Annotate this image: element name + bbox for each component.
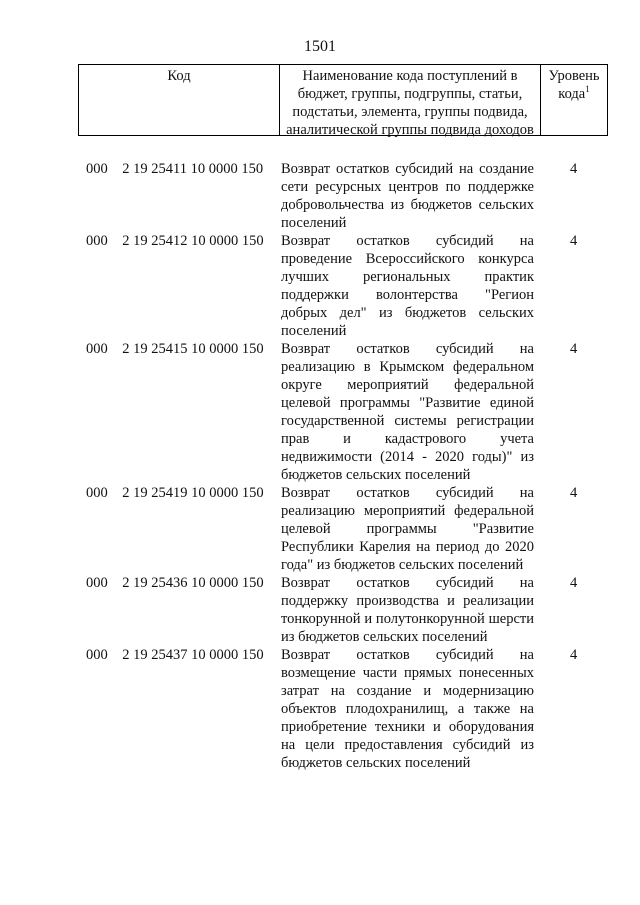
table-row (86, 232, 606, 340)
admin-code: 000 (86, 341, 108, 357)
row-level: 4 (570, 485, 578, 501)
row-name: Возврат остатков субсидий на возмещение части прямых понесенных затрат на создание и модернизацию объектов плодохранилищ, а также на приобретение техники и оборудования на цели предоставления субсидий из бюджетов сельских поселений (281, 647, 534, 771)
admin-code: 000 (86, 233, 108, 249)
table-row (86, 340, 606, 484)
row-name: Возврат остатков субсидий на поддержку производства и реализации тонкорунной и полутонкорунной шерсти из бюджетов сельских поселений (281, 575, 534, 645)
row-name: Возврат остатков субсидий на создание сети ресурсных центров по поддержке добровольчества из бюджетов сельских поселений (281, 161, 534, 231)
admin-code: 000 (86, 575, 108, 591)
revenue-code: 2 19 25412 10 0000 150 (122, 233, 264, 249)
row-code (86, 574, 264, 592)
table-row (86, 160, 606, 232)
revenue-code: 2 19 25437 10 0000 150 (122, 647, 264, 663)
row-level: 4 (570, 341, 578, 357)
revenue-code: 2 19 25411 10 0000 150 (122, 161, 264, 177)
row-name: Возврат остатков субсидий на проведение Всероссийского конкурса лучших региональных практик поддержки волонтерства "Регион добрых дел" из бюджетов сельских поселений (281, 233, 534, 339)
admin-code: 000 (86, 485, 108, 501)
row-code (86, 160, 263, 178)
revenue-code: 2 19 25436 10 0000 150 (122, 575, 264, 591)
header-name: Наименование кода поступлений в бюджет, группы, подгруппы, статьи, подстатьи, элемента, группы подвида, аналитической группы подвида доходов (279, 65, 541, 135)
revenue-code: 2 19 25415 10 0000 150 (122, 341, 264, 357)
table-header (78, 64, 608, 136)
admin-code: 000 (86, 161, 108, 177)
table-row (86, 646, 606, 772)
header-code: Код (167, 68, 191, 84)
table-row (86, 484, 606, 574)
row-level: 4 (570, 575, 578, 591)
admin-code: 000 (86, 647, 108, 663)
revenue-code: 2 19 25419 10 0000 150 (122, 485, 264, 501)
row-name: Возврат остатков субсидий на реализацию мероприятий федеральной целевой программы "Развитие Республики Карелия на период до 2020 года" из бюджетов сельских поселений (281, 485, 534, 573)
row-level: 4 (570, 233, 578, 249)
table-body (86, 160, 606, 772)
page-number: 1501 (304, 38, 336, 55)
row-name: Возврат остатков субсидий на реализацию в Крымском федеральном округе мероприятий федеральной целевой программы "Развитие единой государственной системы регистрации прав и кадастрового учета недвижимости (2014 - 2020 годы)" из бюджетов сельских поселений (281, 341, 534, 483)
footnote-mark: 1 (585, 84, 590, 95)
header-level (541, 65, 607, 137)
row-code (86, 232, 264, 250)
row-code (86, 646, 264, 664)
header-level-label: Уровень кода (548, 68, 600, 102)
row-code (86, 340, 264, 358)
row-level: 4 (570, 647, 578, 663)
row-level: 4 (570, 161, 578, 177)
row-code (86, 484, 264, 502)
table-row (86, 574, 606, 646)
